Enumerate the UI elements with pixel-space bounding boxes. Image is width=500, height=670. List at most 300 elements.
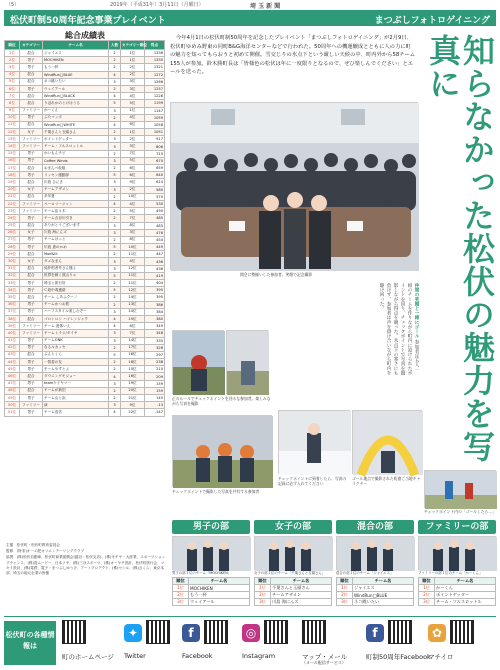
main-group-photo [170, 102, 418, 270]
results-cell: -147 [145, 409, 165, 416]
results-cell: 男子 [20, 114, 43, 121]
page-number: （5） [6, 2, 20, 8]
results-row [5, 387, 165, 394]
results-cell: 5 [109, 100, 121, 107]
section-row [255, 585, 332, 592]
results-row [5, 100, 165, 107]
results-cell: 15位 [5, 150, 20, 157]
results-cell: ジャイエス [43, 50, 109, 57]
results-cell: 7位 [121, 150, 145, 157]
results-cell: 川島 恵のかめ [43, 244, 109, 251]
crowd-illustration [171, 103, 419, 271]
results-cell: ファミリー [20, 143, 43, 150]
results-cell: 13位 [121, 301, 145, 308]
winner-photo [418, 536, 496, 570]
checkpoint-photo-d [278, 410, 350, 474]
results-cell: 2 [109, 193, 121, 200]
results-cell: 8位 [121, 236, 145, 243]
results-cell: 混合 [20, 71, 43, 78]
results-cell: 16位 [121, 373, 145, 380]
results-cell: 404 [145, 280, 165, 287]
results-cell: 2 [109, 215, 121, 222]
results-cell: 2 [109, 294, 121, 301]
side-column-title: 仲間の笑顔と一緒にゴール [414, 283, 419, 339]
results-cell: 44位 [5, 359, 20, 366]
results-cell: 31位 [5, 265, 20, 272]
results-cell: 1位 [121, 50, 145, 57]
section-row [255, 592, 332, 599]
results-cell: 男子 [20, 395, 43, 402]
results-cell: 210 [145, 366, 165, 373]
results-cell: WindRun□BLACK [43, 93, 109, 100]
results-cell: 混合 [20, 93, 43, 100]
section-team: ポイントゲッター [435, 592, 496, 599]
results-cell: 3 [109, 186, 121, 193]
results-cell: 395 [145, 287, 165, 294]
results-cell: 5 [109, 272, 121, 279]
results-cell: 4 [109, 373, 121, 380]
results-cell: Ｃ総中毒連絡 [43, 287, 109, 294]
footer-link-label: マップ・メール [302, 653, 348, 661]
results-cell: 1228 [145, 93, 165, 100]
main-photo-caption: 開会に勢揃いした参加者。笑顔で記念撮影 [240, 272, 313, 277]
results-cell: ありがとうございます [43, 222, 109, 229]
results-cell: 476 [145, 229, 165, 236]
results-cell: 5 [109, 244, 121, 251]
results-row [5, 315, 165, 322]
qr-code[interactable] [450, 620, 474, 644]
results-row [5, 71, 165, 78]
newspaper-name: 埼 玉 新 聞 [250, 3, 281, 10]
results-cell: 1336 [145, 50, 165, 57]
results-cell: 2 [109, 359, 121, 366]
section-row [337, 585, 414, 592]
results-cell: 384 [145, 308, 165, 315]
results-cell: 7位 [121, 215, 145, 222]
people-illustration [173, 416, 273, 488]
results-row [5, 409, 165, 416]
outdoor-illustration [227, 331, 269, 395]
results-cell: 2 [109, 150, 121, 157]
results-cell: かーくん [43, 107, 109, 114]
results-cell: 男子 [20, 157, 43, 164]
section-row [419, 592, 496, 599]
section-rank: 3位 [173, 599, 189, 606]
results-cell: 18位 [121, 359, 145, 366]
results-cell: チーム・フルスロットル [43, 143, 109, 150]
results-cell: 6位 [121, 323, 145, 330]
results-cell: 159 [145, 380, 165, 387]
results-row [5, 359, 165, 366]
results-row [5, 179, 165, 186]
section-team: チームアザメン [271, 592, 332, 599]
results-cell: 21位 [5, 193, 20, 200]
section-col-team: チーム名 [435, 578, 496, 585]
headline: 知らなかった松伏の魅力を写真に [424, 34, 496, 463]
results-cell: チームかつお旅 [43, 301, 109, 308]
section-col-team: チーム名 [189, 578, 250, 585]
results-cell: 3位 [121, 85, 145, 92]
results-cell: 580 [145, 186, 165, 193]
results-cell: 19位 [121, 380, 145, 387]
results-cell: 6位 [5, 85, 20, 92]
section-team: ネコ跳いたい [353, 599, 414, 606]
results-cell: ハーフスタイル楽しむぞー [43, 308, 109, 315]
results-cell: 混合 [20, 78, 43, 85]
section-table [254, 577, 332, 606]
results-cell: 16位 [121, 351, 145, 358]
section-rank: 3位 [255, 599, 271, 606]
results-cell: チーム浩宮 [43, 409, 109, 416]
checkpoint-photo-b [226, 330, 268, 394]
results-cell: 男子 [20, 287, 43, 294]
results-cell: 2 [109, 64, 121, 71]
results-cell: 1147 [145, 107, 165, 114]
results-cell: 3位 [121, 78, 145, 85]
results-cell: 2 [109, 165, 121, 172]
results-cell: 20位 [121, 387, 145, 394]
results-cell: 159 [145, 387, 165, 394]
results-cell: 18位 [5, 172, 20, 179]
results-cell: 3位 [5, 64, 20, 71]
results-row [5, 258, 165, 265]
results-row [5, 323, 165, 330]
results-cell: 4位 [121, 200, 145, 207]
results-cell: 3 [109, 265, 121, 272]
results-cell: ゴロトロシ ハイレンジャク [43, 315, 109, 322]
results-row [5, 129, 165, 136]
results-cell: 11位 [121, 272, 145, 279]
results-cell: 3 [109, 337, 121, 344]
results-cell: 混合 [20, 265, 43, 272]
results-cell: 1051 [145, 129, 165, 136]
results-cell: 1058 [145, 121, 165, 128]
results-cell: 1257 [145, 85, 165, 92]
section-3 [336, 520, 414, 612]
results-cell: 5 [109, 351, 121, 358]
section-rank: 2位 [419, 592, 435, 599]
results-cell: 19位 [5, 179, 20, 186]
twitter-icon: ✦ [124, 624, 142, 642]
results-row [5, 78, 165, 85]
results-cell: 49位 [5, 395, 20, 402]
section-rank: 1位 [419, 585, 435, 592]
results-cell: チームアザメン [43, 186, 109, 193]
results-cell: ファミリー [20, 402, 43, 409]
results-cell: 1位 [121, 57, 145, 64]
snow-scene-illustration [279, 411, 351, 475]
results-cell: 41位 [5, 337, 20, 344]
results-cell: 3位 [121, 229, 145, 236]
results-row [5, 93, 165, 100]
results-cell: 16位 [5, 157, 20, 164]
results-cell: 2 [109, 395, 121, 402]
winner-photo [172, 536, 250, 570]
results-cell: 3 [109, 229, 121, 236]
results-cell: 24位 [5, 215, 20, 222]
section-row [419, 599, 496, 606]
section-team: もう一杯 [189, 592, 250, 599]
results-row [5, 402, 165, 409]
results-cell: チーム吉谷川引き [43, 215, 109, 222]
footer-link-label: 町制50周年Facebook [366, 653, 431, 661]
results-cell: 614 [145, 179, 165, 186]
event-name: まつぶしフォトロゲイニング [374, 16, 490, 26]
results-cell: 混合 [20, 272, 43, 279]
results-table [4, 40, 165, 417]
results-cell: 27位 [5, 236, 20, 243]
footer-link-label: マチイロ [428, 653, 454, 661]
results-cell: 35位 [5, 294, 20, 301]
results-cell: 10位 [121, 244, 145, 251]
results-cell: 2 [109, 85, 121, 92]
results-cell: 11位 [121, 280, 145, 287]
results-cell: 1位 [121, 129, 145, 136]
results-cell: 4位 [121, 258, 145, 265]
results-cell: 670 [145, 157, 165, 164]
results-cell: 5 [109, 172, 121, 179]
qr-code[interactable] [204, 620, 228, 644]
section-rank: 1位 [173, 585, 189, 592]
qr-code[interactable] [302, 620, 326, 644]
section-col-team: チーム名 [271, 578, 332, 585]
winner-photo [254, 536, 332, 570]
results-cell: チーム祐々木 [43, 208, 109, 215]
results-cell: 917 [145, 136, 165, 143]
facebook-icon: f [182, 624, 200, 642]
results-cell: 川島 ひにき [43, 179, 109, 186]
winners-illustration [173, 537, 251, 571]
results-cell: 2位 [121, 64, 145, 71]
results-cell: ファミリー [20, 200, 43, 207]
results-cell: 715 [145, 150, 165, 157]
results-cell: 43位 [5, 351, 20, 358]
results-cell: 5位 [121, 157, 145, 164]
results-cell: 2位 [121, 136, 145, 143]
results-cell: 38位 [5, 315, 20, 322]
results-cell: 21位 [121, 395, 145, 402]
results-cell: Coffee Winds [43, 157, 109, 164]
results-row [5, 222, 165, 229]
results-cell: 46位 [5, 373, 20, 380]
results-cell: 男子 [20, 236, 43, 243]
qr-code[interactable] [62, 620, 86, 644]
side-column-body: 参加者は五人一組のチームを作りながら町内に設けられたポイントを回り、チェックポイントで写真を撮影しながら得点を競った。氷点下の寒さにも負けず、参加者は声を掛け合いながら町内を駆け回った。 [379, 283, 419, 375]
results-cell: 14位 [121, 337, 145, 344]
results-cell: 570 [145, 193, 165, 200]
results-cell: 4 [109, 93, 121, 100]
results-cell: 3 [109, 136, 121, 143]
goal-photo [352, 410, 422, 474]
results-cell: 45位 [5, 366, 20, 373]
results-cell: 8位 [5, 100, 20, 107]
winners-illustration [255, 537, 333, 571]
credit-organizer: 主催 松伏町・松伏町教育委員会 [6, 543, 60, 547]
section-rank: 2位 [173, 592, 189, 599]
results-cell: 436 [145, 258, 165, 265]
section-title: 混合の部 [336, 520, 414, 534]
section-row [173, 585, 250, 592]
results-cell: 2位 [121, 186, 145, 193]
results-row [5, 265, 165, 272]
results-cell: もう一杯 [43, 64, 109, 71]
results-cell: 3 [109, 380, 121, 387]
results-row [5, 272, 165, 279]
footer-link-label: Twitter [124, 652, 146, 660]
section-rank: 3位 [337, 599, 353, 606]
results-cell: 20位 [5, 186, 20, 193]
credit-supervisor: 監修 (特非)オーエ肥オリエンテーリングクラブ [6, 549, 85, 554]
results-cell: 混合 [20, 165, 43, 172]
results-cell: 女子 [20, 129, 43, 136]
results-cell: 4位 [121, 114, 145, 121]
event-title: 松伏町制50周年記念事業プレイベント [10, 16, 166, 26]
results-cell: WindRun□BLUE [43, 71, 109, 78]
qr-code[interactable] [146, 620, 170, 644]
section-team: かーくん [435, 585, 496, 592]
results-cell: 男子 [20, 344, 43, 351]
results-cell: 3 [109, 308, 121, 315]
results-cell: 9位 [5, 107, 20, 114]
results-cell: 女子 [20, 229, 43, 236]
section-rank: 2位 [337, 592, 353, 599]
results-cell: 386 [145, 301, 165, 308]
runners-photo [424, 470, 496, 508]
results-cell: 2 [109, 344, 121, 351]
results-cell: ウェイアール [43, 85, 109, 92]
results-cell: 男子 [20, 244, 43, 251]
results-cell: 22位 [5, 200, 20, 207]
results-cell: 4位 [5, 71, 20, 78]
results-cell: 7位 [5, 93, 20, 100]
results-cell: 640 [145, 172, 165, 179]
results-row [5, 308, 165, 315]
caption-b: チェックポイントに到着したら、写真の記録に必ず入れてください [278, 476, 347, 486]
results-cell: 2 [109, 50, 121, 57]
section-row [337, 599, 414, 606]
results-cell: 1321 [145, 64, 165, 71]
results-cell: 3 [109, 143, 121, 150]
results-cell: 2 [109, 366, 121, 373]
results-cell: 28位 [5, 244, 20, 251]
results-cell: りぼれかのとけほうる [43, 100, 109, 107]
results-cell: 男子 [20, 337, 43, 344]
section-rank: 1位 [337, 585, 353, 592]
results-cell: 33位 [5, 280, 20, 287]
results-cell: 48位 [5, 387, 20, 394]
section-col-team: チーム名 [353, 578, 414, 585]
results-cell: 6位 [121, 121, 145, 128]
results-cell: 12位 [5, 129, 20, 136]
results-cell: 659 [145, 165, 165, 172]
winner-caption: 混合の部１位のチーム「ジャイエス」 [336, 571, 394, 575]
results-row [5, 244, 165, 251]
results-cell: 男子 [20, 409, 43, 416]
results-cell: 混合 [20, 193, 43, 200]
caption-c: チェックポイントで撮影した写真を共有する参加者 [172, 489, 260, 494]
results-cell: 混合 [20, 315, 43, 322]
results-cell: 2位 [121, 71, 145, 78]
results-cell: 1位 [121, 107, 145, 114]
results-row [5, 143, 165, 150]
results-cell: 3 [109, 330, 121, 337]
results-cell: チームが新旧 [43, 387, 109, 394]
results-cell: 14位 [121, 294, 145, 301]
results-row [5, 294, 165, 301]
results-cell: 2 [109, 57, 121, 64]
results-cell: 1272 [145, 71, 165, 78]
results-cell: ペーロリージャン [43, 200, 109, 207]
checkpoint-photo-a [172, 330, 224, 394]
results-cell: 川島 海にんズ [43, 229, 109, 236]
results-cell: 1059 [145, 114, 165, 121]
results-cell: 17位 [5, 165, 20, 172]
outdoor-illustration [173, 331, 225, 395]
results-cell: ダウニングモジョー [43, 373, 109, 380]
checkpoint-photo-c [172, 415, 272, 487]
results-cell: 3位 [121, 143, 145, 150]
results-cell: 埼玉と旅行好 [43, 280, 109, 287]
results-cell: 39位 [5, 323, 20, 330]
section-row [337, 592, 414, 599]
results-cell: 男子 [20, 359, 43, 366]
results-cell: MOCHIKEN [43, 57, 109, 64]
runners-illustration [425, 471, 497, 509]
results-cell: 42位 [5, 344, 20, 351]
results-cell: 男子 [20, 280, 43, 287]
results-cell: 男子 [20, 64, 43, 71]
results-cell: 5位 [5, 78, 20, 85]
results-row [5, 64, 165, 71]
results-cell: チームほっと [43, 236, 109, 243]
results-cell: 145 [145, 395, 165, 402]
qr-code[interactable] [388, 620, 412, 644]
qr-code[interactable] [264, 620, 288, 644]
results-cell: 10位 [121, 193, 145, 200]
caption-a: 正のルールでチェックポイントを回るな参加者。楽しみながら写真を撮影 [172, 396, 271, 406]
results-row [5, 50, 165, 57]
results-cell: 4 [109, 71, 121, 78]
results-row [5, 165, 165, 172]
results-cell: 純朴柑者外さん様よ [43, 265, 109, 272]
results-row [5, 121, 165, 128]
results-cell: 女子 [20, 258, 43, 265]
results-cell: 485 [145, 215, 165, 222]
results-cell: 3 [109, 179, 121, 186]
results-cell: 3 [109, 222, 121, 229]
results-cell: 混合 [20, 351, 43, 358]
results-cell: 12位 [121, 287, 145, 294]
results-cell: 男子 [20, 85, 43, 92]
section-row [255, 599, 332, 606]
section-row [173, 599, 250, 606]
results-row [5, 200, 165, 207]
section-table [336, 577, 414, 606]
results-cell: 女子 [20, 186, 43, 193]
results-cell: ダメなまん [43, 258, 109, 265]
results-cell: チーム 遊休いえ [43, 323, 109, 330]
results-row [5, 344, 165, 351]
results-cell: 1199 [145, 100, 165, 107]
results-row [5, 215, 165, 222]
results-cell: 一智善の友 [43, 359, 109, 366]
section-col-rank: 順位 [337, 578, 353, 585]
results-cell: 2 [109, 280, 121, 287]
results-cell: WindRun□WHITE [43, 121, 109, 128]
results-cell: 混合 [20, 387, 43, 394]
results-cell: 419 [145, 272, 165, 279]
results-row [5, 157, 165, 164]
